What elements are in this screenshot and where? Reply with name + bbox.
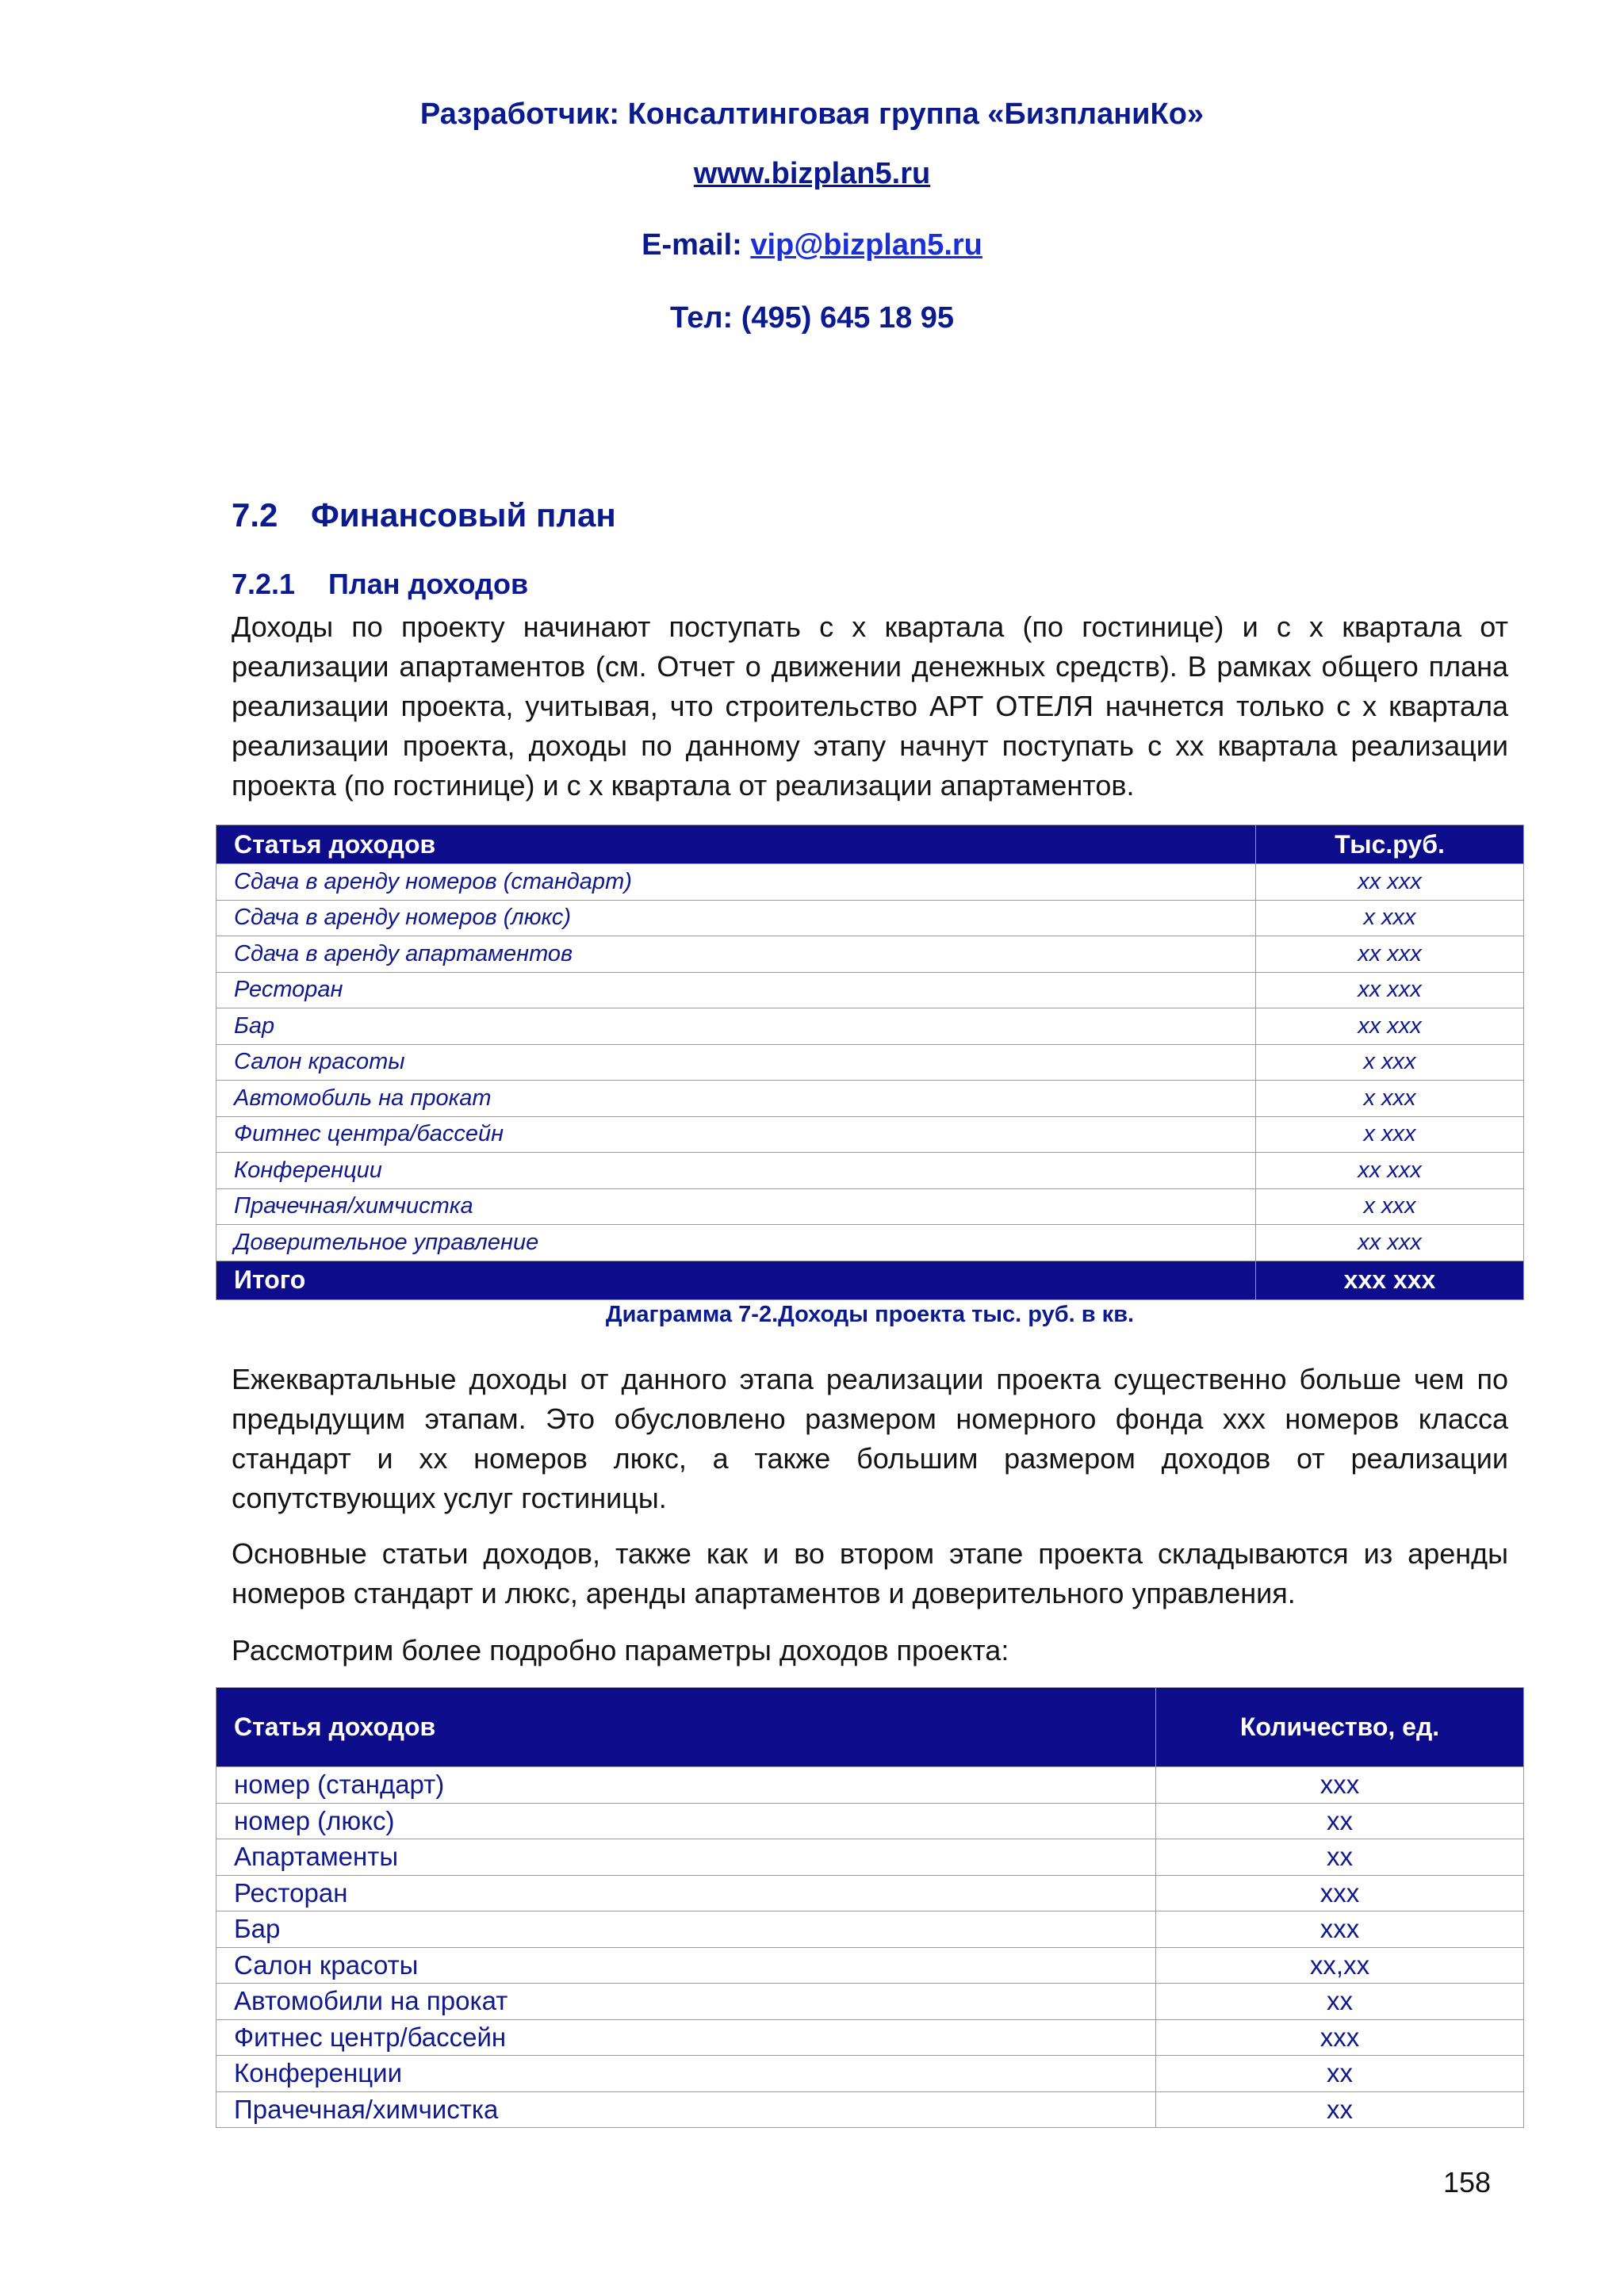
income-value: х ххх [1256,1044,1524,1081]
income-item: Сдача в аренду апартаментов [216,936,1256,973]
table-row [216,1984,1524,2020]
table-row [216,2056,1524,2092]
income-value: хх ххх [1256,936,1524,973]
table-row [216,864,1524,901]
income-item: Ресторан [216,972,1256,1008]
table-row [216,1188,1524,1225]
quantity-value: хх [1156,1984,1524,2020]
table-row [216,900,1524,936]
website-line [0,157,1624,191]
income-value: х ххх [1256,1116,1524,1153]
income-value: хх ххх [1256,864,1524,901]
income-header-item: Статья доходов [216,825,1256,864]
table-row [216,1839,1524,1876]
website-link[interactable]: www.bizplan5.ru [693,157,931,190]
quantity-header-item: Статья доходов [216,1688,1156,1767]
table-row [216,1947,1524,1984]
table-caption: Диаграмма 7-2.Доходы проекта тыс. руб. в кв. [605,1302,1135,1327]
income-value: хх ххх [1256,972,1524,1008]
quantity-value: ххх [1156,1767,1524,1804]
table-row [216,1044,1524,1081]
quantity-item: Апартаменты [216,1839,1156,1876]
body-paragraph-1: Ежеквартальные доходы от данного этапа реализации проекта существенно больше чем по предыдущим этапам. Это обусловлено размером номерного фонда ххх номеров класса стандарт и хх номеров люкс, а также большим размером доходов от реализации сопутствующих услуг гостиницы. [232,1363,1508,1514]
income-value: хх ххх [1256,1008,1524,1045]
quantity-value: ххх [1156,2019,1524,2056]
income-item: Автомобиль на прокат [216,1081,1256,1117]
subsection-heading [232,568,528,601]
income-value: хх ххх [1256,1225,1524,1261]
income-value: хх ххх [1256,1153,1524,1189]
quantity-item: Салон красоты [216,1947,1156,1984]
body-paragraph-2: Основные статьи доходов, также как и во втором этапе проекта складываются из аренды номеров стандарт и люкс, аренды апартаментов и доверительного управления. [232,1537,1508,1609]
income-total-row [216,1261,1524,1299]
table-row [216,2019,1524,2056]
income-value: х ххх [1256,1188,1524,1225]
table-row [216,1767,1524,1804]
quantity-table [216,1687,1524,2128]
quantity-header-value: Количество, ед. [1156,1688,1524,1767]
phone-line: Тел: (495) 645 18 95 [669,301,955,335]
subsection-number: 7.2.1 [232,568,296,600]
quantity-value: хх [1156,2056,1524,2092]
income-table [216,825,1524,1300]
quantity-item: Автомобили на прокат [216,1984,1156,2020]
table-row [216,1911,1524,1948]
quantity-value: ххх [1156,1911,1524,1948]
table-row [216,1225,1524,1261]
section-number: 7.2 [232,496,278,534]
income-value: х ххх [1256,1081,1524,1117]
subsection-title: План доходов [328,568,529,600]
quantity-value: хх [1156,2091,1524,2128]
table-row [216,1803,1524,1839]
income-table-header-row [216,825,1524,864]
quantity-item: Фитнес центр/бассейн [216,2019,1156,2056]
income-item: Салон красоты [216,1044,1256,1081]
developer-line: Разработчик: Консалтинговая группа «БизпланиКо» [419,98,1205,131]
section-title: Финансовый план [311,496,616,534]
quantity-value: хх [1156,1839,1524,1876]
body-paragraph-3: Рассмотрим более подробно параметры доходов проекта: [232,1634,1009,1667]
quantity-item: Ресторан [216,1875,1156,1911]
table-row [216,936,1524,973]
income-item: Сдача в аренду номеров (стандарт) [216,864,1256,901]
email-label: E-mail: [642,228,751,262]
page-number: 158 [1443,2166,1492,2198]
quantity-item: Конференции [216,2056,1156,2092]
quantity-table-header-row [216,1688,1524,1767]
table-row [216,1153,1524,1189]
quantity-item: номер (стандарт) [216,1767,1156,1804]
table-row [216,1116,1524,1153]
quantity-item: Прачечная/химчистка [216,2091,1156,2128]
email-line [0,228,1624,262]
income-item: Прачечная/химчистка [216,1188,1256,1225]
income-item: Бар [216,1008,1256,1045]
intro-paragraph: Доходы по проекту начинают поступать с х квартала (по гостинице) и с х квартала от реализации апартаментов (см. Отчет о движении денежных средств). В рамках общего плана реализации проекта, учитывая, что строительство АРТ ОТЕЛЯ начнется только с х квартала реализации проекта, доходы по данному этапу начнут поступать с хх квартала реализации проекта (по гостинице) и с х квартала от реализации апартаментов. [232,610,1508,802]
table-row [216,1081,1524,1117]
income-item: Фитнес центра/бассейн [216,1116,1256,1153]
income-item: Доверительное управление [216,1225,1256,1261]
quantity-value: хх [1156,1803,1524,1839]
income-item: Сдача в аренду номеров (люкс) [216,900,1256,936]
quantity-value: хх,хх [1156,1947,1524,1984]
table-row [216,972,1524,1008]
table-row [216,1875,1524,1911]
table-row [216,2091,1524,2128]
income-value: х ххх [1256,900,1524,936]
quantity-value: ххх [1156,1875,1524,1911]
quantity-item: номер (люкс) [216,1803,1156,1839]
table-row [216,1008,1524,1045]
section-heading [232,496,616,534]
quantity-item: Бар [216,1911,1156,1948]
income-total-label: Итого [216,1261,1256,1299]
income-header-value: Тыс.руб. [1256,825,1524,864]
income-total-value: ххх ххх [1256,1261,1524,1299]
income-item: Конференции [216,1153,1256,1189]
email-link[interactable]: vip@bizplan5.ru [750,228,982,262]
